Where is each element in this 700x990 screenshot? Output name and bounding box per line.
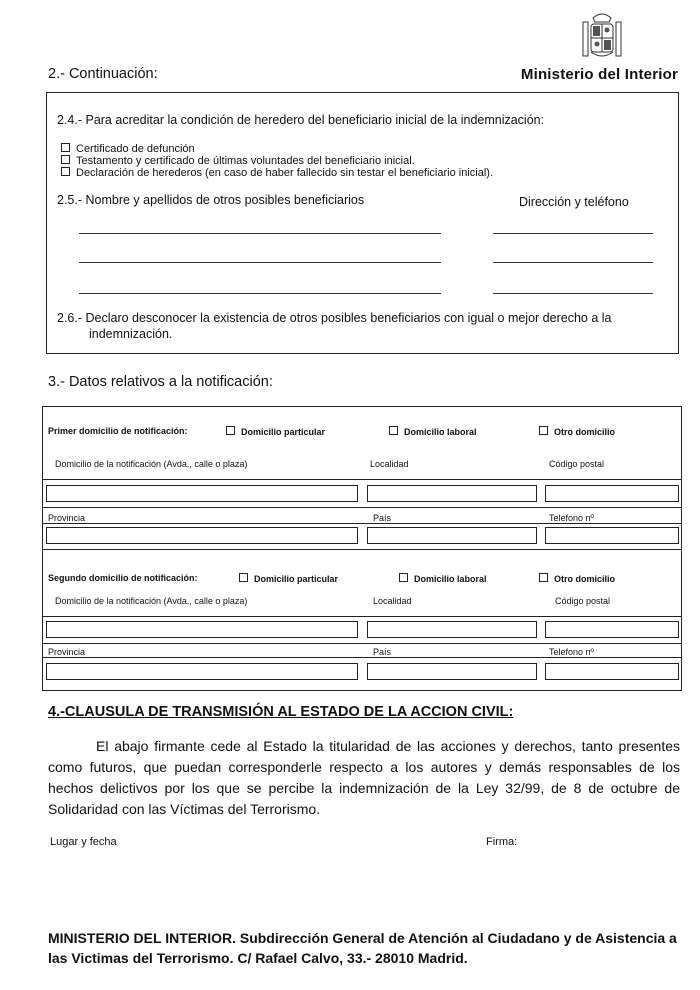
- localidad-field[interactable]: [367, 485, 537, 502]
- section3-title: 3.- Datos relativos a la notificación:: [48, 374, 273, 390]
- opt-otro-1[interactable]: Otro domicilio: [539, 426, 615, 437]
- divider: [43, 657, 681, 658]
- checkbox-icon[interactable]: [61, 167, 70, 176]
- telefono-field[interactable]: [545, 663, 679, 680]
- section2-title: 2.- Continuación:: [48, 66, 158, 82]
- pais-field[interactable]: [367, 663, 537, 680]
- clause-paragraph: El abajo firmante cede al Estado la titularidad de las acciones y derechos, tanto presentes como futuros, que puedan corresponderle respecto a los autores y demás responsables de los hechos delictivos por los que se percibe la indemnización de la Ley 32/99, de 8 de octubre de Solidaridad con las Víctimas del Terrorismo.: [48, 738, 680, 817]
- domicilio-label: Domicilio de la notificación (Avda., calle o plaza): [55, 596, 248, 606]
- opt-particular-1[interactable]: Domicilio particular: [226, 426, 325, 437]
- divider: [43, 479, 681, 480]
- item-2-6: 2.6.- Declaro desconocer la existencia de otros posibles beneficiarios con igual o mejor derecho a la: [57, 311, 612, 325]
- domicilio-field[interactable]: [46, 621, 358, 638]
- section4-title: 4.-CLAUSULA DE TRANSMISIÓN AL ESTADO DE LA ACCION CIVIL:: [48, 704, 514, 720]
- address-phone-label: Dirección y teléfono: [519, 195, 629, 209]
- signature-label: Firma:: [486, 836, 518, 848]
- first-address-label: Primer domicilio de notificación:: [48, 426, 188, 436]
- cp-label: Código postal: [549, 459, 605, 469]
- opt-laboral-1[interactable]: Domicilio laboral: [389, 426, 477, 437]
- footer-address: MINISTERIO DEL INTERIOR. Subdirección General de Atención al Ciudadano y de Asistencia a las Victimas del Terrorismo. C/ Rafael Calvo, 33.- 28010 Madrid.: [48, 930, 677, 966]
- checkbox-icon[interactable]: [61, 143, 70, 152]
- doc-option[interactable]: Testamento y certificado de últimas voluntades del beneficiario inicial.: [61, 155, 415, 167]
- pais-field[interactable]: [367, 527, 537, 544]
- beneficiary-name-line[interactable]: [79, 262, 441, 263]
- opt-laboral-2[interactable]: Domicilio laboral: [399, 573, 487, 584]
- doc-option[interactable]: Certificado de defunción: [61, 143, 195, 155]
- checkbox-icon[interactable]: [226, 426, 235, 435]
- opt-otro-2[interactable]: Otro domicilio: [539, 573, 615, 584]
- beneficiary-address-line[interactable]: [493, 262, 653, 263]
- checkbox-icon[interactable]: [399, 573, 408, 582]
- localidad-label: Localidad: [370, 459, 409, 469]
- checkbox-icon[interactable]: [539, 573, 548, 582]
- provincia-field[interactable]: [46, 663, 358, 680]
- pais-label: País: [373, 647, 392, 657]
- telefono-field[interactable]: [545, 527, 679, 544]
- pais-label: País: [373, 513, 392, 523]
- opt-particular-2[interactable]: Domicilio particular: [239, 573, 338, 584]
- cp-field[interactable]: [545, 621, 679, 638]
- localidad-field[interactable]: [367, 621, 537, 638]
- notification-box: [42, 406, 682, 691]
- divider: [43, 549, 681, 550]
- beneficiary-address-line[interactable]: [493, 293, 653, 294]
- divider: [43, 507, 681, 508]
- divider: [43, 523, 681, 524]
- checkbox-icon[interactable]: [539, 426, 548, 435]
- provincia-field[interactable]: [46, 527, 358, 544]
- provincia-label: Provincia: [48, 513, 86, 523]
- telefono-label: Telefono nº: [549, 647, 594, 657]
- domicilio-field[interactable]: [46, 485, 358, 502]
- telefono-label: Telefono nº: [549, 513, 594, 523]
- checkbox-icon[interactable]: [61, 155, 70, 164]
- domicilio-label: Domicilio de la notificación (Avda., calle o plaza): [55, 459, 248, 469]
- beneficiary-name-line[interactable]: [79, 233, 441, 234]
- second-address-label: Segundo domicilio de notificación:: [48, 573, 198, 583]
- checkbox-icon[interactable]: [239, 573, 248, 582]
- doc-option[interactable]: Declaración de herederos (en caso de haber fallecido sin testar el beneficiario inicial).: [61, 167, 493, 179]
- coat-of-arms-icon: [579, 8, 625, 62]
- cp-field[interactable]: [545, 485, 679, 502]
- divider: [43, 616, 681, 617]
- provincia-label: Provincia: [48, 647, 86, 657]
- item-2-4: 2.4.- Para acreditar la condición de heredero del beneficiario inicial de la indemnización:: [57, 113, 545, 127]
- beneficiary-name-line[interactable]: [79, 293, 441, 294]
- item-2-5: 2.5.- Nombre y apellidos de otros posibles beneficiarios: [57, 193, 365, 207]
- divider: [43, 643, 681, 644]
- section2-box: [46, 92, 679, 354]
- cp-label: Código postal: [555, 596, 611, 606]
- place-date-label: Lugar y fecha: [50, 836, 117, 848]
- localidad-label: Localidad: [373, 596, 412, 606]
- ministry-name: Ministerio del Interior: [520, 66, 678, 83]
- checkbox-icon[interactable]: [389, 426, 398, 435]
- beneficiary-address-line[interactable]: [493, 233, 653, 234]
- item-2-6-cont: indemnización.: [89, 327, 173, 341]
